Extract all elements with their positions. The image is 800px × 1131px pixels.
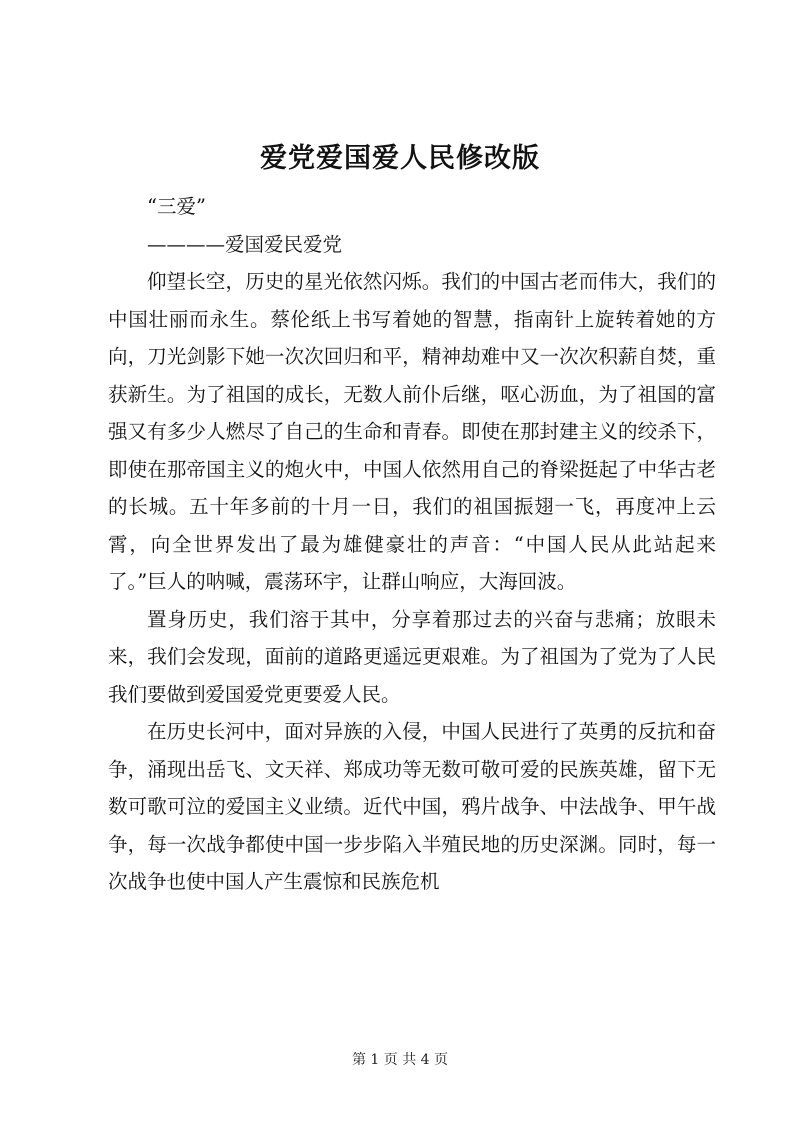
paragraph-future: 置身历史，我们溶于其中，分享着那过去的兴奋与悲痛；放眼未来，我们会发现，面前的道路更遥远更艰难。为了祖国为了党为了人民我们要做到爱国爱党更要爱人民。 [108, 607, 716, 706]
paragraph-san-ai: “三爱” [147, 195, 206, 218]
page-title: 爱党爱国爱人民修改版 [260, 143, 540, 174]
paragraph-history: 仰望长空，历史的星光依然闪烁。我们的中国古老而伟大，我们的中国壮丽而永生。蔡伦纸上书写着她的智慧，指南针上旋转着她的方向，刀光剑影下她一次次回归和平，精神劫难中又一次次积薪自焚，重获新生。为了祖国的成长，无数人前仆后继，呕心沥血，为了祖国的富强又有多少人燃尽了自己的生命和青春。即使在那封建主义的绞杀下，即使在那帝国主义的炮火中，中国人依然用自己的脊梁挺起了中华古老的长城。五十年多前的十月一日，我们的祖国振翅一飞，再度冲上云霄，向全世界发出了最为雄健豪壮的声音：“中国人民从此站起来了。”巨人的呐喊，震荡环宇，让群山响应，大海回波。 [108, 270, 716, 593]
page-number-footer: 第 1 页 共 4 页 [351, 1052, 449, 1068]
paragraph-heroes: 在历史长河中，面对异族的入侵，中国人民进行了英勇的反抗和奋争，涌现出岳飞、文天祥、郑成功等无数可敬可爱的民族英雄，留下无数可歌可泣的爱国主义业绩。近代中国，鸦片战争、中法战争、甲午战争，每一次战争都使中国一步步陷入半殖民地的历史深渊。同时，每一次战争也使中国人产生震惊和民族危机 [108, 720, 716, 893]
paragraph-subtitle: ————爱国爱民爱党 [147, 232, 343, 256]
document-body [108, 188, 716, 901]
